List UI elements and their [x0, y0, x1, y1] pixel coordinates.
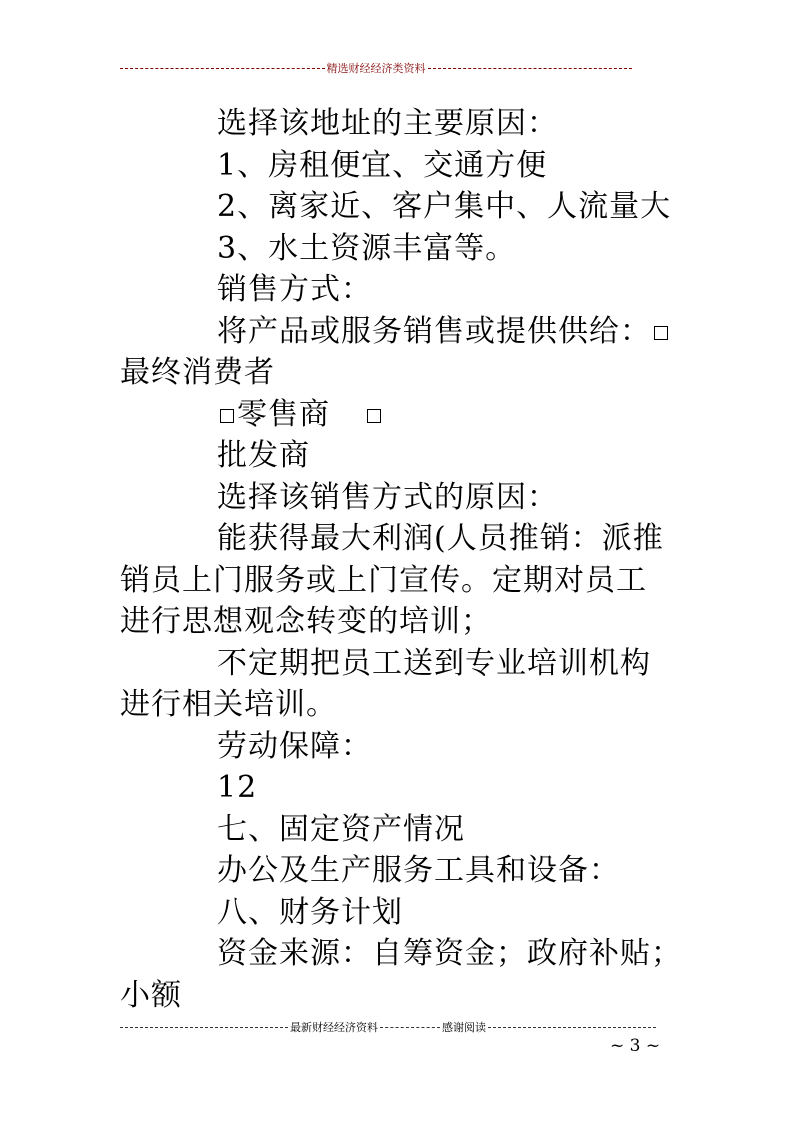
paragraph-line: 12	[217, 770, 258, 805]
footer-divider-right	[488, 1027, 656, 1028]
checkbox-icon	[220, 409, 234, 423]
paragraph-line	[120, 394, 680, 436]
paragraph-line: 八、财务计划	[217, 894, 403, 930]
footer-divider-middle	[380, 1027, 440, 1028]
footer-right-label: 感谢阅读	[442, 1021, 486, 1034]
paragraph-line: 1、房租便宜、交通方便	[217, 147, 548, 183]
footer-divider-left	[120, 1027, 288, 1028]
paragraph-line: 3、水土资源丰富等。	[217, 230, 517, 266]
paragraph-line: 进行思想观念转变的培训；	[120, 604, 492, 639]
checkbox-icon	[654, 326, 668, 340]
paragraph-line: 最终消费者	[120, 355, 275, 390]
paragraph-line: 能获得最大利润(人员推销：派推	[217, 521, 664, 556]
page-header	[120, 60, 632, 76]
paragraph-line: 办公及生产服务工具和设备：	[217, 853, 620, 888]
paragraph-line: 小额	[120, 977, 182, 1013]
header-divider-left	[120, 68, 325, 69]
paragraph-line: 劳动保障：	[217, 728, 372, 764]
paragraph-line: 七、固定资产情况	[217, 811, 465, 847]
header-label: 精选财经经济类资料	[326, 62, 426, 75]
page-number: ~ 3 ~	[610, 1036, 661, 1056]
paragraph-line: 批发商	[217, 438, 310, 473]
paragraph-line: 销售方式：	[217, 272, 372, 307]
header-divider-right	[428, 68, 633, 69]
checkbox-icon	[367, 409, 381, 423]
paragraph-line: 选择该销售方式的原因：	[217, 479, 558, 515]
paragraph-line: 选择该地址的主要原因：	[217, 106, 558, 141]
paragraph-line: 资金来源：自筹资金；政府补贴；	[217, 936, 682, 971]
paragraph-line: 销员上门服务或上门宣传。定期对员工	[120, 562, 647, 598]
paragraph-line	[120, 311, 680, 353]
line-text: 零售商	[237, 396, 330, 432]
paragraph-line: 2、离家近、客户集中、人流量大	[217, 189, 672, 224]
document-body	[120, 103, 680, 1016]
footer-left-label: 最新财经经济资料	[290, 1021, 378, 1034]
paragraph-line: 进行相关培训。	[120, 687, 337, 722]
line-text: 将产品或服务销售或提供供给：	[217, 313, 651, 349]
page-footer	[120, 1019, 656, 1035]
paragraph-line: 不定期把员工送到专业培训机构	[217, 645, 651, 681]
